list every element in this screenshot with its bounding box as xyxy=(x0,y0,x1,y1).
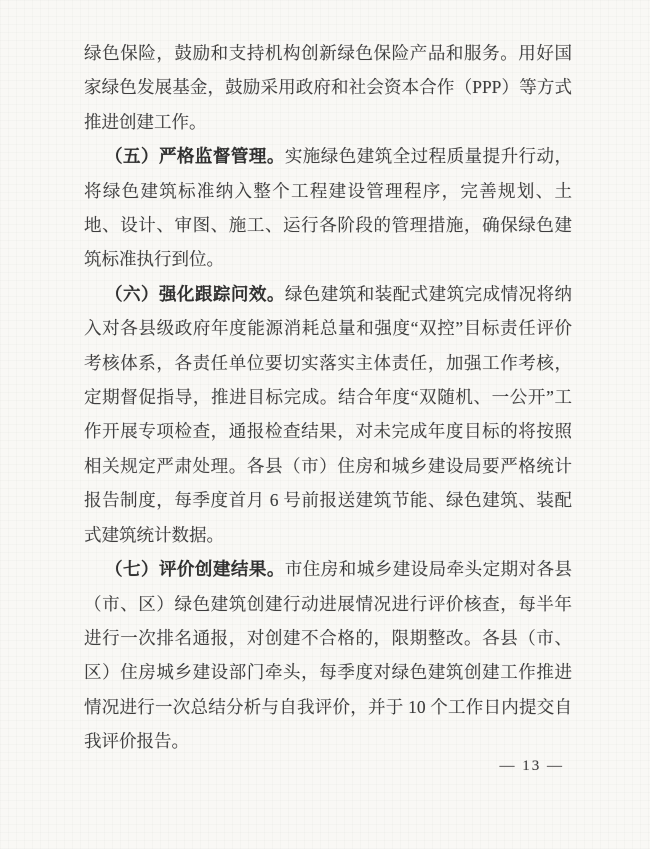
document-text-block xyxy=(84,36,572,759)
section-heading-5: （五）严格监督管理。 xyxy=(105,146,285,167)
paragraph-section-5 xyxy=(84,139,572,277)
page-number: — 13 — xyxy=(499,758,564,774)
paragraph-text: 实施绿色建筑全过程质量提升行动，将绿色建筑标准纳入整个工程建设管理程序，完善规划、土地、设计、审图、施工、运行各阶段的管理措施，确保绿色建筑标准执行到位。 xyxy=(84,146,573,270)
paragraph-text: 市住房和城乡建设局牵头定期对各县（市、区）绿色建筑创建行动进展情况进行评价核查，每半年进行一次排名通报，对创建不合格的，限期整改。各县（市、区）住房城乡建设部门牵头，每季度对绿色建筑创建工作推进情况进行一次总结分析与自我评价，并于 10 个工作日内提交自我评价报告。 xyxy=(84,559,573,752)
section-heading-6: （六）强化跟踪问效。 xyxy=(105,283,285,304)
section-heading-7: （七）评价创建结果。 xyxy=(105,559,285,580)
paragraph-section-7 xyxy=(84,552,572,758)
paragraph-text: 绿色保险，鼓励和支持机构创新绿色保险产品和服务。用好国家绿色发展基金，鼓励采用政府和社会资本合作（PPP）等方式推进创建工作。 xyxy=(84,43,572,132)
paragraph-text: 绿色建筑和装配式建筑完成情况将纳入对各县级政府年度能源消耗总量和强度“双控”目标责任评价考核体系，各责任单位要切实落实主体责任，加强工作考核，定期督促指导，推进目标完成。结合年度“双随机、一公开”工作开展专项检查，通报检查结果，对未完成年度目标的将按照相关规定严肃处理。各县（市）住房和城乡建设局要严格统计报告制度，每季度首月 6 号前报送建筑节能、绿色建筑、装配式建筑统计数据。 xyxy=(84,283,573,545)
paragraph-continuation xyxy=(84,36,572,139)
paragraph-section-6 xyxy=(84,277,572,552)
